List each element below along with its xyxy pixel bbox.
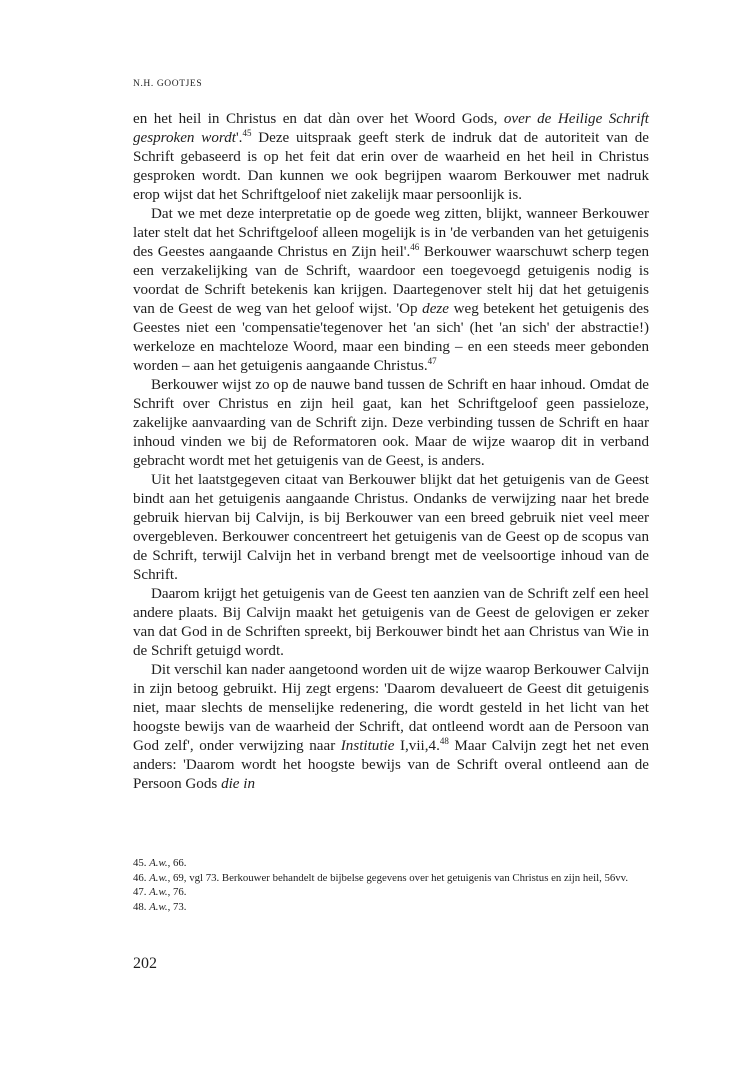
text-run: Dat we met deze interpretatie op de goede weg zitten, blijkt, wanneer Berkouwer later stelt dat het Schriftgeloof alleen mogelijk is in 'de verbanden van het getuigenis des Geestes aangaande Christus en Zijn heil'. bbox=[133, 206, 649, 260]
running-head: N.H. GOOTJES bbox=[133, 79, 203, 89]
italic-text: A.w. bbox=[149, 857, 168, 869]
text-run: Berkouwer waarschuwt scherp tegen een verzakelijking van de Schrift, waardoor een toegevoegd getuigenis nodig is voordat de Schrift betekenis kan krijgen. Daartegenover stelt hij dat het getuigenis van de Geest de weg van het geloof wijst. 'Op bbox=[133, 244, 649, 317]
body-text bbox=[133, 110, 649, 794]
footnote-ref: 45 bbox=[242, 128, 252, 138]
text-run: Daarom krijgt het getuigenis van de Geest ten aanzien van de Schrift zelf een heel andere plaats. Bij Calvijn maakt het getuigenis van de Geest de gelovigen er zeker van dat God in de Schriften spreekt, bij Berkouwer bindt het aan Christus van Wie in de Schrift getuigd wordt. bbox=[133, 586, 649, 659]
paragraph bbox=[133, 585, 649, 661]
text-run: 45. bbox=[133, 857, 150, 869]
text-run: , 76. bbox=[167, 886, 187, 898]
text-run: Uit het laatstgegeven citaat van Berkouwer blijkt dat het getuigenis van de Geest bindt aan het getuigenis aangaande Christus. Ondanks de verwijzing naar het brede gebruik hiervan bij Calvijn, is bij Berkouwer van een breed gebruik niet veel meer overgebleven. Berkouwer concentreert het getuigenis van de Geest op de scopus van de Schrift, terwijl Calvijn het in verband brengt met de veelsoortige inhoud van de Schrift. bbox=[133, 472, 649, 583]
text-run: 48. bbox=[133, 900, 150, 913]
paragraph bbox=[133, 110, 649, 205]
italic-text: A.w. bbox=[149, 871, 168, 884]
text-run: , 66. bbox=[167, 857, 187, 869]
footnote bbox=[133, 871, 649, 886]
paragraph bbox=[133, 205, 649, 376]
paragraph bbox=[133, 376, 649, 471]
text-run: Maar Calvijn zegt het net even anders: 'Daarom wordt het hoogste bewijs van de Schrift overal ontleend aan de Persoon Gods bbox=[133, 738, 649, 792]
text-run: Dit verschil kan nader aangetoond worden uit de wijze waarop Berkouwer Calvijn in zijn betoog gebruikt. Hij zegt ergens: 'Daarom devalueert de Geest dit getuigenis niet, maar slechts de menselijke redenering, die wordt gesteld in het licht van het hoogste bewijs van de waarheid der Schrift, dat ontleend wordt aan de Persoon van God zelf', onder verwijzing naar bbox=[133, 662, 649, 754]
footnote bbox=[133, 900, 649, 915]
footnote-ref: 48 bbox=[439, 736, 449, 746]
text-run: 46. bbox=[133, 871, 150, 884]
footnote-ref: 47 bbox=[427, 356, 437, 366]
italic-text: die in bbox=[221, 776, 256, 792]
text-run: Berkouwer wijst zo op de nauwe band tussen de Schrift en haar inhoud. Omdat de Schrift over Christus en zijn heil gaat, kan het Schriftgeloof geen passieloze, zakelijke aanvaarding van de Schrift zijn. Deze verbinding tussen de Schrift en haar inhoud vinden we bij de Reformatoren ook. Maar de wijze waarop dit in verband gebracht wordt met het getuigenis van de Geest, is anders. bbox=[133, 377, 649, 469]
text-run: I,vii,4. bbox=[394, 738, 440, 754]
italic-text: A.w. bbox=[149, 886, 168, 898]
text-run: , 69, vgl 73. Berkouwer behandelt de bijbelse gegevens over het getuigenis van Christus en zijn heil, 56vv. bbox=[167, 871, 629, 884]
page-number: 202 bbox=[133, 955, 157, 972]
text-run: '. bbox=[235, 130, 243, 146]
footnotes bbox=[133, 856, 649, 914]
paragraph bbox=[133, 471, 649, 585]
text-run: Deze uitspraak geeft sterk de indruk dat de autoriteit van de Schrift gebaseerd is op het feit dat erin over de waarheid en het heil in Christus gesproken wordt. Dan kunnen we ook begrijpen waarom Berkouwer met nadruk erop wijst dat het Schriftgeloof niet zakelijk maar persoonlijk is. bbox=[133, 130, 649, 203]
footnote bbox=[133, 885, 649, 900]
footnote-ref: 46 bbox=[410, 242, 420, 252]
italic-text: Institutie bbox=[340, 738, 395, 754]
text-run: 47. bbox=[133, 886, 150, 898]
italic-text: A.w. bbox=[149, 900, 168, 913]
text-run: en het heil in Christus en dat dàn over het Woord Gods, bbox=[133, 111, 504, 127]
paragraph bbox=[133, 661, 649, 794]
text-run: , 73. bbox=[167, 900, 187, 913]
footnote bbox=[133, 856, 649, 871]
italic-text: over de Heilige Schrift gesproken wordt bbox=[133, 111, 649, 146]
text-run: weg betekent het getuigenis des Geestes niet een 'compensatie'tegenover het 'an sich' (het 'an sich' der abstractie!) werkeloze en machteloze Woord, maar een binding – en een steeds meer gebonden worden – aan het getuigenis aangaande Christus. bbox=[133, 301, 649, 374]
italic-text: deze bbox=[422, 301, 449, 317]
